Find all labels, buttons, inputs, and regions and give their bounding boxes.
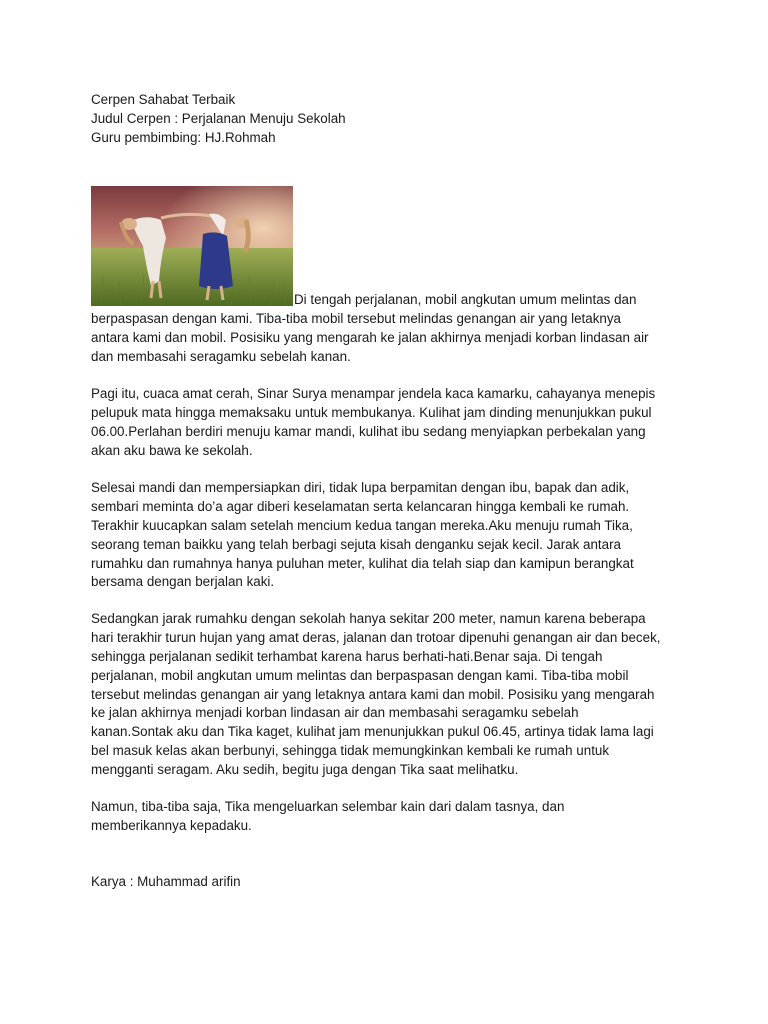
document-header — [91, 91, 691, 148]
author-credit — [91, 873, 691, 892]
paragraph-line: ke jalan akhirnya menjadi korban lindasan air dan membasahi seragamku sebelah — [91, 705, 579, 721]
paragraph-line: sehingga perjalanan sedikit terhambat karena harus berhati-hati.Benar saja. Di tengah — [91, 648, 603, 664]
paragraph-line: seorang teman baikku yang telah berbagi sejuta kisah denganku sejak kecil. Jarak antara — [91, 536, 622, 552]
paragraph-line: Sedangkan jarak rumahku dengan sekolah hanya sekitar 200 meter, namun karena beberapa — [91, 611, 646, 626]
header-title: Cerpen Sahabat Terbaik — [91, 92, 236, 107]
paragraph-line: kanan.Sontak aku dan Tika kaget, kulihat jam menunjukkan pukul 06.45, artinya tidak lama lagi — [91, 724, 654, 740]
paragraph-1 — [91, 291, 691, 367]
paragraph-4 — [91, 610, 691, 780]
paragraph-line: mengganti seragam. Aku sedih, begitu juga dengan Tika saat melihatku. — [91, 762, 519, 778]
paragraph-line: Terakhir kuucapkan salam setelah mencium kedua tangan mereka.Aku menuju rumah Tika, — [91, 517, 633, 533]
paragraph-line: berpaspasan dengan kami. Tiba-tiba mobil tersebut melindas genangan air yang letaknya — [91, 310, 622, 326]
paragraph-line: Pagi itu, cuaca amat cerah, Sinar Surya menampar jendela kaca kamarku, cahayanya menepis — [91, 386, 656, 401]
paragraph-line: bersama dengan berjalan kaki. — [91, 574, 275, 590]
header-teacher: Guru pembimbing: HJ.Rohmah — [91, 129, 276, 145]
photo-two-girls-field-icon — [91, 186, 293, 306]
paragraph-line: 06.00.Perlahan berdiri menuju kamar mandi, kulihat ibu sedang menyiapkan perbekalan yang — [91, 423, 646, 439]
paragraph-5 — [91, 798, 691, 836]
paragraph-line: antara kami dan mobil. Posisiku yang mengarah ke jalan akhirnya menjadi korban lindasan air — [91, 329, 649, 345]
paragraph-line: pelupuk mata hingga memaksaku untuk membukanya. Kulihat jam dinding menunjukkan pukul — [91, 404, 652, 420]
paragraph-line: perjalanan, mobil angkutan umum melintas dan berpaspasan dengan kami. Tiba-tiba mobil — [91, 667, 629, 683]
author-line: Karya : Muhammad arifin — [91, 874, 241, 889]
paragraph-line: hari terakhir turun hujan yang amat deras, jalanan dan trotoar dipenuhi genangan air dan becek, — [91, 629, 661, 645]
header-story-title: Judul Cerpen : Perjalanan Menuju Sekolah — [91, 110, 346, 126]
paragraph-line: memberikannya kepadaku. — [91, 817, 252, 833]
paragraph-line: bel masuk kelas akan berbunyi, sehingga tidak memungkinkan kembali ke rumah untuk — [91, 743, 610, 759]
paragraph-line: rumahku dan rumahnya hanya puluhan meter, kulihat dia telah siap dan kamipun berangkat — [91, 555, 634, 571]
paragraph-line: dan membasahi seragamku sebelah kanan. — [91, 348, 351, 364]
paragraph-line: Di tengah perjalanan, mobil angkutan umum melintas dan — [294, 292, 637, 307]
paragraph-line: sembari meminta do’a agar diberi keselamatan serta kelancaran hingga kembali ke rumah. — [91, 498, 630, 514]
paragraph-line: Namun, tiba-tiba saja, Tika mengeluarkan selembar kain dari dalam tasnya, dan — [91, 799, 565, 814]
paragraph-line: Selesai mandi dan mempersiapkan diri, tidak lupa berpamitan dengan ibu, bapak dan adik, — [91, 480, 630, 495]
paragraph-line: akan aku bawa ke sekolah. — [91, 442, 253, 458]
paragraph-3 — [91, 479, 691, 592]
paragraph-line: tersebut melindas genangan air yang letaknya antara kami dan mobil. Posisiku yang mengarah — [91, 686, 655, 702]
story-photo — [91, 186, 293, 306]
paragraph-2 — [91, 385, 691, 461]
